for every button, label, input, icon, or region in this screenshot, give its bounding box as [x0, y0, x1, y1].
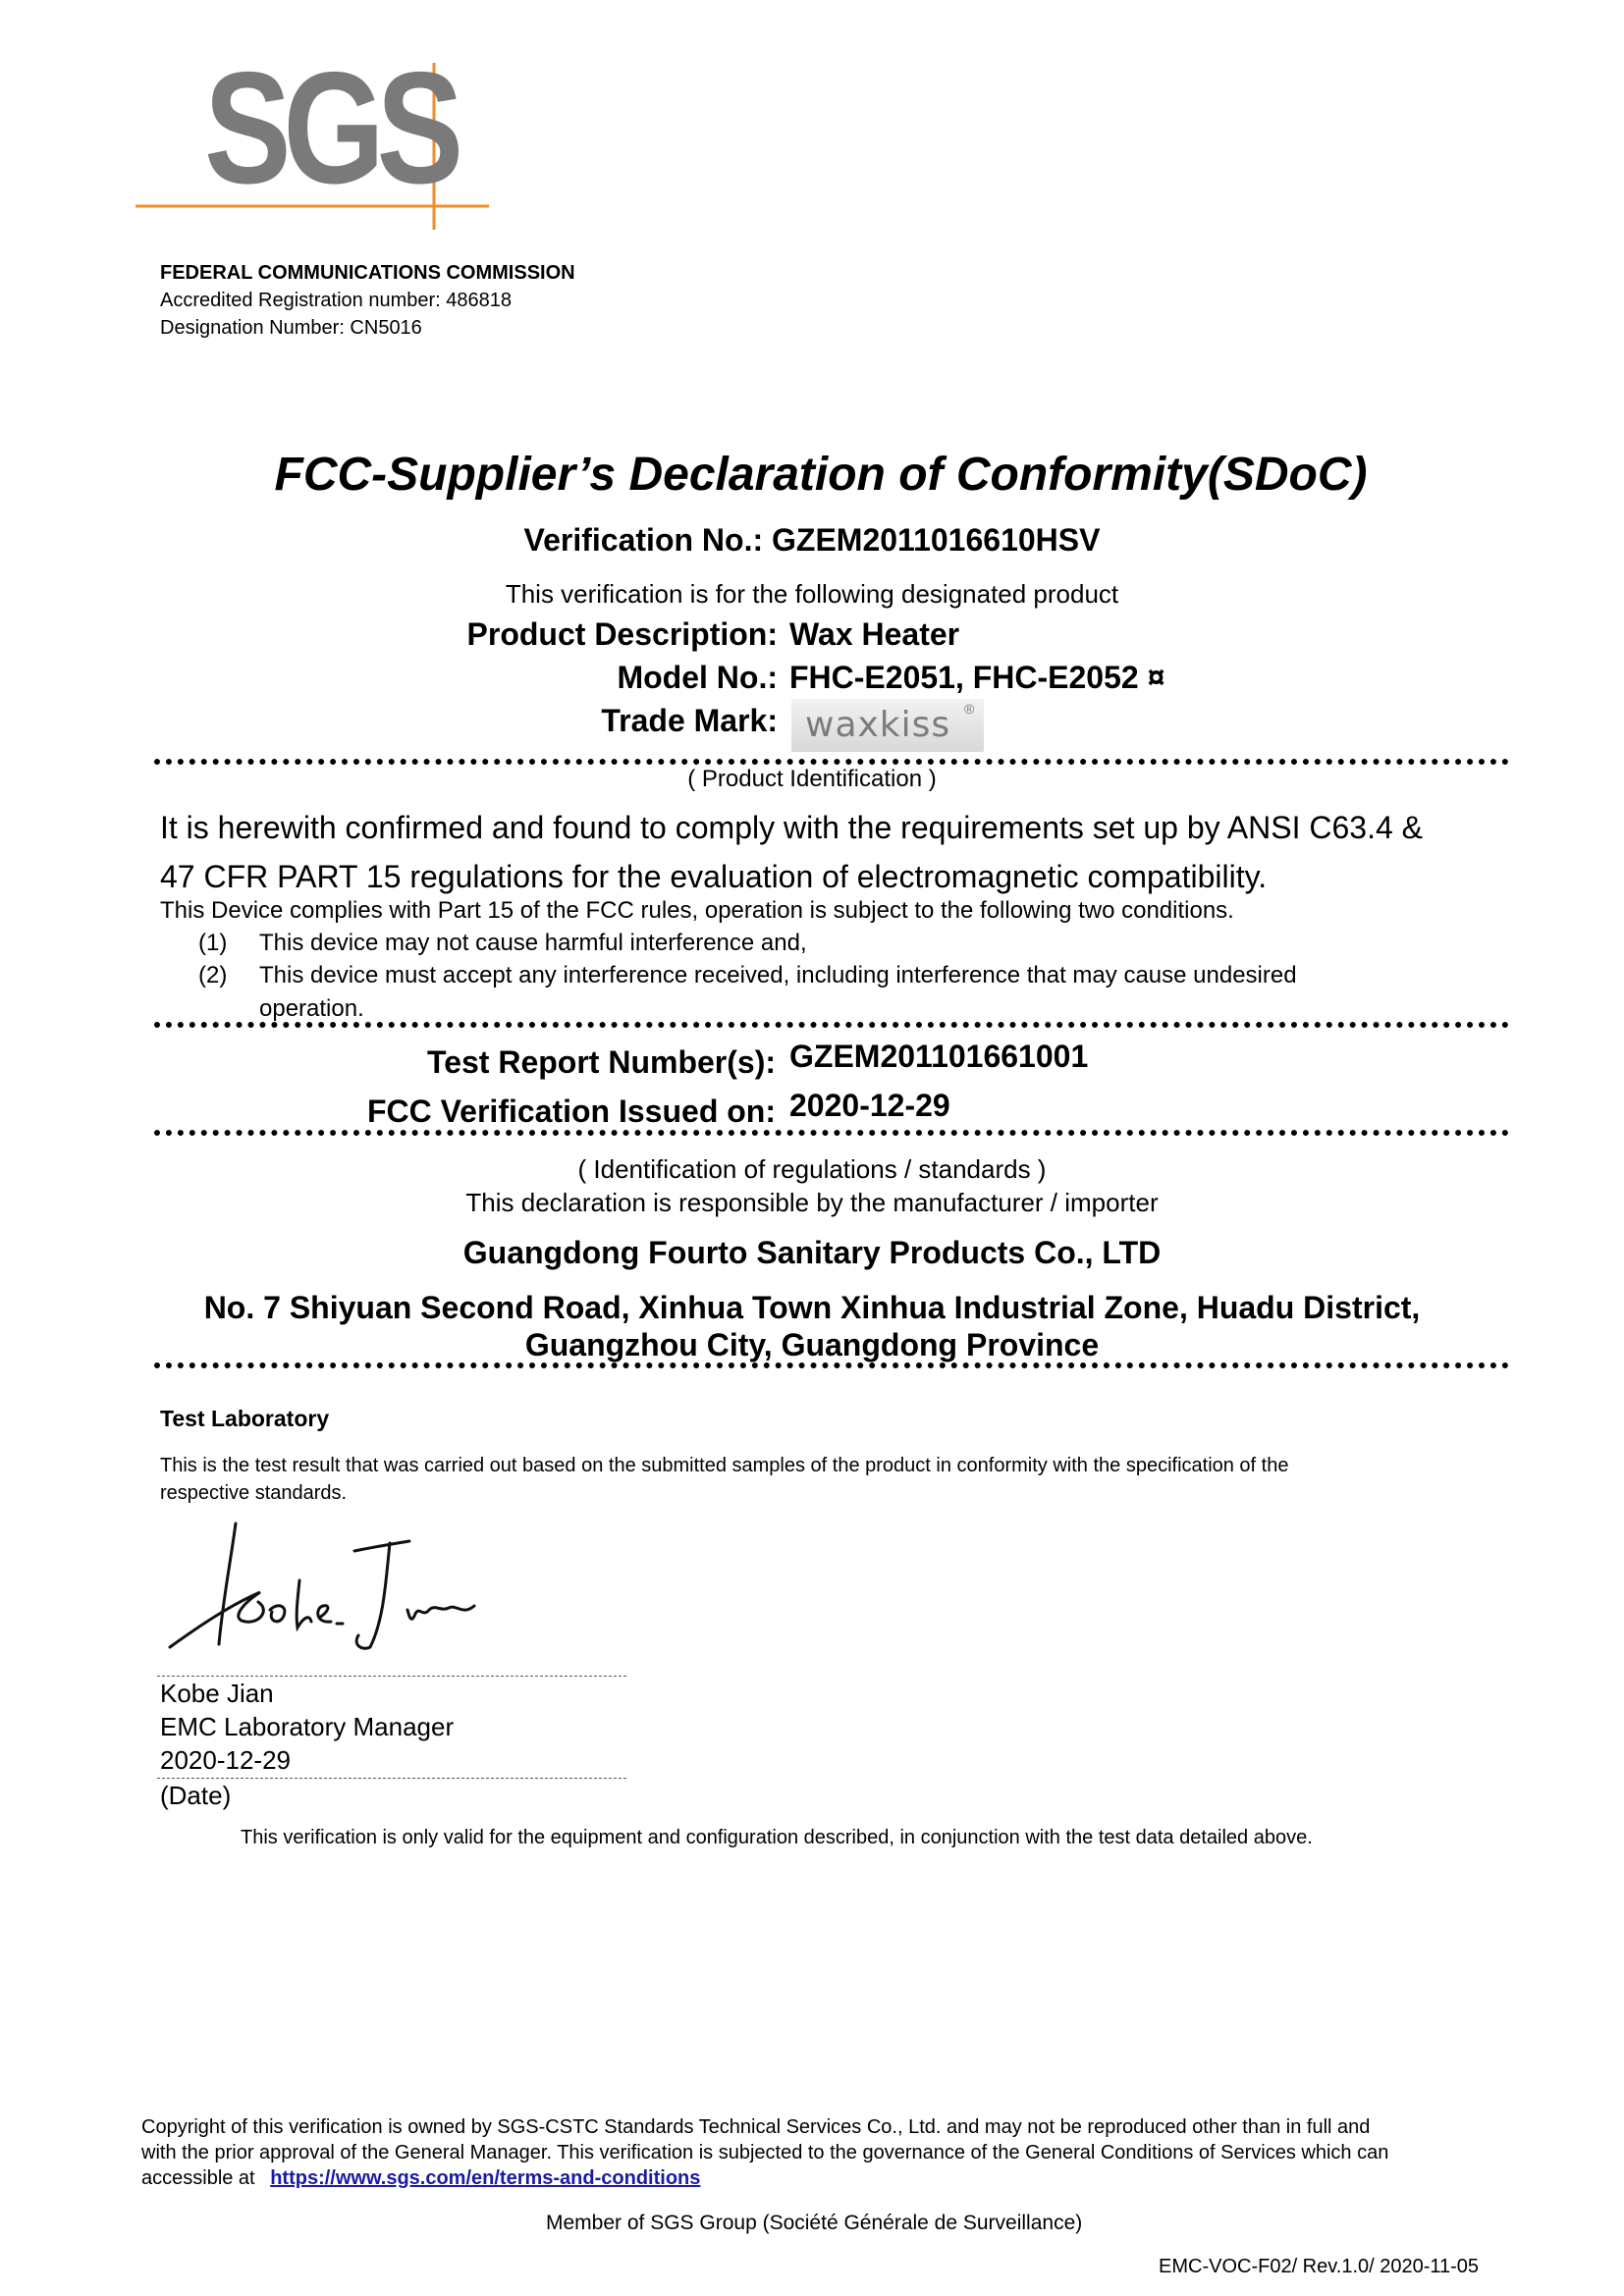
trade-mark-label: Trade Mark: — [601, 703, 778, 738]
model-number-value: FHC-E2051, FHC-E2052 ¤ — [789, 660, 1165, 695]
manufacturer-address-line-1: No. 7 Shiyuan Second Road, Xinhua Town Xinhua Industrial Zone, Huadu District, — [203, 1290, 1421, 1325]
model-number-label: Model No.: — [617, 660, 778, 695]
condition-2-text: This device must accept any interference received, including interference that may cause undesired — [259, 962, 1297, 988]
condition-2-continuation: operation. — [259, 995, 364, 1022]
product-identification-caption: ( Product Identification ) — [687, 766, 937, 792]
regulations-identification-caption: ( Identification of regulations / standards ) — [577, 1154, 1047, 1184]
validity-note: This verification is only valid for the equipment and configuration described, in conjunction with the test data detailed above. — [241, 1827, 1313, 1848]
issued-on-value: 2020-12-29 — [789, 1088, 950, 1123]
signature-drawing — [162, 1512, 525, 1659]
responsibility-statement: This declaration is responsible by the manufacturer / importer — [465, 1188, 1159, 1217]
compliance-statement: This Device complies with Part 15 of the FCC rules, operation is subject to the following two conditions. — [160, 897, 1234, 924]
divider-1 — [154, 759, 1509, 765]
test-report-label: Test Report Number(s): — [427, 1044, 776, 1080]
manufacturer-address-line-2: Guangzhou City, Guangdong Province — [524, 1327, 1100, 1362]
signature-line — [157, 1676, 626, 1677]
test-laboratory-text-2: respective standards. — [160, 1482, 348, 1504]
manufacturer-name: Guangdong Fourto Sanitary Products Co., LTD — [462, 1235, 1162, 1270]
product-description-value: Wax Heater — [789, 616, 960, 652]
verification-intro: This verification is for the following designated product — [505, 579, 1119, 609]
divider-2 — [154, 1022, 1509, 1028]
fcc-registration-number: Accredited Registration number: 486818 — [160, 290, 512, 311]
condition-1-text: This device may not cause harmful interference and, — [259, 930, 807, 956]
date-label: (Date) — [160, 1781, 232, 1810]
test-report-value: GZEM201101661001 — [789, 1039, 1089, 1074]
footer-copyright — [141, 2114, 1388, 2191]
signatory-date: 2020-12-29 — [160, 1745, 291, 1775]
sgs-group-member: Member of SGS Group (Société Générale de Surveillance) — [546, 2212, 1083, 2234]
terms-and-conditions-link[interactable]: https://www.sgs.com/en/terms-and-conditions — [270, 2167, 701, 2189]
verification-number: Verification No.: GZEM2011016610HSV — [523, 522, 1101, 558]
document-title: FCC-Supplier’s Declaration of Conformity(SDoC) — [274, 449, 1368, 501]
fcc-designation-number: Designation Number: CN5016 — [160, 317, 422, 339]
signatory-role: EMC Laboratory Manager — [160, 1712, 455, 1741]
condition-2-number: (2) — [198, 962, 228, 988]
fcc-header — [160, 259, 575, 342]
trademark-logo — [791, 699, 984, 752]
copyright-line-1: Copyright of this verification is owned by SGS-CSTC Standards Technical Services Co., Ltd. and may not be reproduced other than in full and — [141, 2116, 1371, 2138]
sgs-logo-text: SGS — [204, 39, 456, 217]
condition-1-number: (1) — [198, 930, 228, 956]
trademark-registered-mark: ® — [964, 701, 975, 717]
test-laboratory-heading: Test Laboratory — [160, 1406, 330, 1431]
signature — [162, 1512, 525, 1659]
divider-4 — [154, 1362, 1509, 1368]
copyright-prefix: accessible at — [141, 2167, 255, 2189]
sgs-logo — [135, 39, 489, 236]
compliance-line-1: It is herewith confirmed and found to comply with the requirements set up by ANSI C63.4 & — [160, 810, 1423, 845]
issued-on-label: FCC Verification Issued on: — [366, 1094, 776, 1129]
signatory-name: Kobe Jian — [160, 1679, 274, 1708]
product-description-label: Product Description: — [466, 616, 778, 652]
copyright-line-3 — [141, 2165, 1388, 2191]
copyright-line-2: with the prior approval of the General Manager. This verification is subjected to the governance of the General Conditions of Services which can — [141, 2142, 1389, 2163]
trademark-logo-text: waxkiss — [805, 705, 951, 745]
test-laboratory-text-1: This is the test result that was carried out based on the submitted samples of the product in conformity with the specification of the — [160, 1455, 1289, 1476]
divider-3 — [154, 1130, 1509, 1136]
date-line — [157, 1778, 626, 1779]
form-code: EMC-VOC-F02/ Rev.1.0/ 2020-11-05 — [1159, 2256, 1480, 2277]
fcc-header-title: FEDERAL COMMUNICATIONS COMMISSION — [160, 262, 575, 284]
compliance-line-2: 47 CFR PART 15 regulations for the evaluation of electromagnetic compatibility. — [160, 859, 1268, 894]
